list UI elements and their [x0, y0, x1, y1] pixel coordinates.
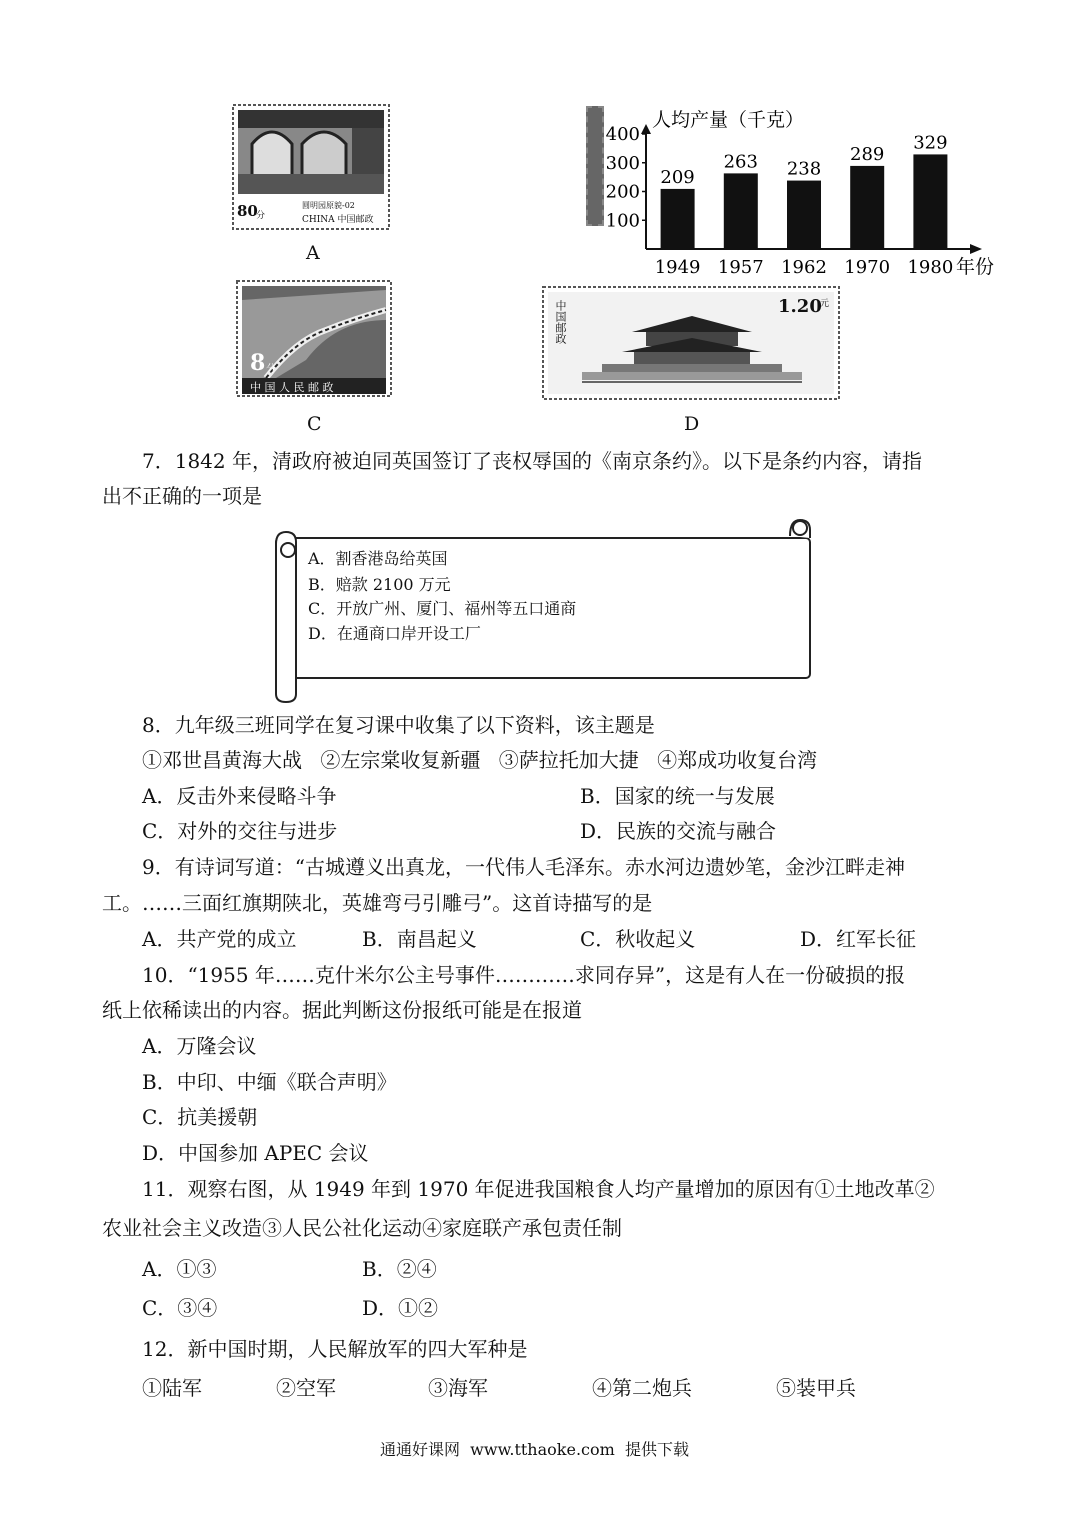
- scroll-item-d: D．在通商口岸开设工厂: [308, 624, 481, 643]
- y-tick-label: 300: [605, 152, 640, 174]
- stamp-d-label: D: [684, 413, 700, 435]
- treaty-scroll: [264, 514, 816, 706]
- q12-item-1: ①陆军: [142, 1376, 202, 1400]
- q9-option-a: A．共产党的成立: [142, 927, 297, 951]
- q10-stem-line1: 10．“1955 年……克什米尔公主号事件…………求同存异”，这是有人在一份破损的报: [142, 963, 906, 987]
- q8-option-a: A．反击外来侵略斗争: [142, 784, 337, 808]
- q8-stem: 8．九年级三班同学在复习课中收集了以下资料，该主题是: [142, 713, 655, 737]
- q10-option-b: B．中印、中缅《联合声明》: [142, 1070, 397, 1094]
- bar: [724, 173, 758, 249]
- q7-stem-line1: 7．1842 年，清政府被迫同英国签订了丧权辱国的《南京条约》。以下是条约内容，请指: [142, 449, 922, 473]
- q11-option-d: D．①②: [362, 1296, 439, 1320]
- stamp-a-unit: 分: [256, 211, 266, 221]
- y-tick-label: 100: [605, 210, 640, 232]
- scroll-item-c: C．开放广州、厦门、福州等五口通商: [308, 599, 577, 618]
- y-tick-label: 400: [605, 124, 640, 145]
- q8-materials: ①邓世昌黄海大战 ②左宗棠收复新疆 ③萨拉托加大捷 ④郑成功收复台湾: [142, 748, 818, 772]
- x-tick-label: 1949: [654, 257, 701, 278]
- stamp-a-label: A: [306, 242, 320, 264]
- y-axis-arrow: [641, 124, 651, 134]
- q10-option-c: C．抗美援朝: [142, 1105, 258, 1129]
- q12-item-2: ②空军: [276, 1376, 336, 1400]
- stamp-c-unit: 分: [266, 364, 276, 375]
- q11-stem-line2: 农业社会主义改造③人民公社化运动④家庭联产承包责任制: [102, 1216, 622, 1240]
- stamp-c: [236, 280, 392, 397]
- q9-stem-line1: 9．有诗词写道：“古城遵义出真龙，一代伟人毛泽东。赤水河边遗妙笔，金沙江畔走神: [142, 855, 905, 879]
- x-tick-label: 1962: [781, 257, 827, 278]
- bar: [787, 181, 821, 249]
- q9-option-d: D．红军长征: [800, 927, 917, 951]
- q8-option-d: D．民族的交流与融合: [580, 819, 777, 843]
- stamp-c-label: C: [307, 413, 322, 435]
- bar: [850, 166, 884, 249]
- q9-option-b: B．南昌起义: [362, 927, 477, 951]
- q8-option-c: C．对外的交往与进步: [142, 819, 338, 843]
- bar-value-label: 263: [723, 151, 758, 173]
- stamp-a-caption: 圆明园原貌-02: [302, 201, 355, 210]
- q10-option-d: D．中国参加 APEC 会议: [142, 1141, 369, 1165]
- bar-value-label: 238: [786, 158, 822, 180]
- bar: [913, 154, 947, 249]
- q11-option-c: C．③④: [142, 1296, 218, 1320]
- stamp-a-value: 80: [237, 202, 258, 220]
- x-tick-label: 1957: [717, 257, 764, 278]
- stamp-a: [232, 104, 390, 230]
- bar-value-label: 289: [850, 143, 885, 165]
- q9-stem-line2: 工。……三面红旗期陕北，英雄弯弓引雕弓”。这首诗描写的是: [102, 891, 653, 915]
- stamp-c-country: 中 国 人 民 邮 政: [250, 381, 334, 394]
- q10-option-a: A．万隆会议: [142, 1034, 257, 1058]
- x-tick-label: 1970: [844, 257, 891, 278]
- q10-stem-line2: 纸上依稀读出的内容。据此判断这份报纸可能是在报道: [102, 998, 582, 1022]
- q12-item-3: ③海军: [428, 1376, 488, 1400]
- q12-stem: 12．新中国时期，人民解放军的四大军种是: [142, 1337, 528, 1361]
- x-tick-label: 1980: [907, 257, 954, 278]
- bar-value-label: 209: [660, 166, 695, 188]
- x-axis-arrow: [970, 244, 982, 254]
- y-axis-label: 人均产量（千克）: [652, 109, 805, 131]
- q11-option-a: A．①③: [142, 1257, 217, 1281]
- q12-item-4: ④第二炮兵: [592, 1376, 692, 1400]
- page-footer: 通通好课网 www.tthaoke.com 提供下载: [380, 1440, 689, 1459]
- stamp-d-value: 1.20: [778, 296, 822, 317]
- chart-container: [582, 100, 1002, 280]
- q7-stem-line2: 出不正确的一项是: [102, 484, 262, 508]
- scroll-item-b: B．赔款 2100 万元: [308, 575, 451, 594]
- bar-chart: [582, 100, 1002, 280]
- q11-stem-line1: 11．观察右图，从 1949 年到 1970 年促进我国粮食人均产量增加的原因有①土地改革②: [142, 1177, 935, 1201]
- stamp-c-value: 8: [250, 350, 266, 376]
- q12-item-5: ⑤装甲兵: [776, 1376, 856, 1400]
- stamp-a-country: CHINA 中国邮政: [302, 215, 374, 225]
- x-axis-label: 年份: [956, 256, 995, 278]
- y-tick-label: 200: [605, 181, 640, 203]
- bar: [661, 189, 695, 249]
- stamp-d-country: 中国邮政: [554, 300, 567, 344]
- q11-option-b: B．②④: [362, 1257, 437, 1281]
- bar-value-label: 329: [913, 132, 948, 154]
- q9-option-c: C．秋收起义: [580, 927, 696, 951]
- q8-option-b: B．国家的统一与发展: [580, 784, 775, 808]
- scroll-item-a: A．割香港岛给英国: [308, 549, 448, 568]
- stamp-d-unit: 元: [820, 299, 830, 309]
- stamp-d: [542, 286, 840, 400]
